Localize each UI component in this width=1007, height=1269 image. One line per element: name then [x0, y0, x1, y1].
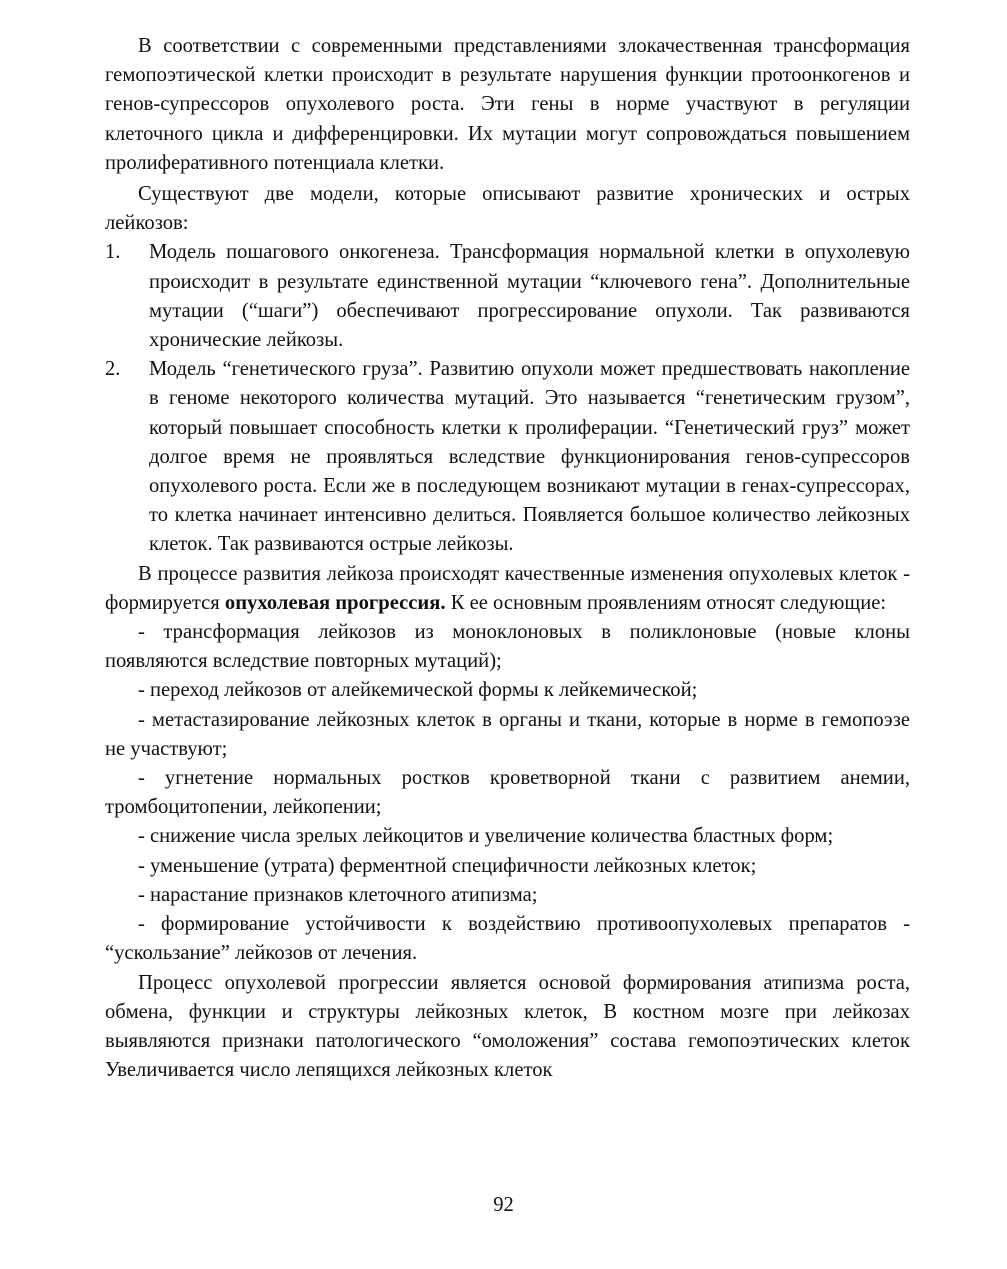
list-item-number: 2. [105, 358, 121, 381]
paragraph-text: В процессе развития лейкоза происходят качественные изменения опухолевых клеток - формируется [105, 562, 910, 614]
paragraph-text: К ее основным проявлениям относят следующие: [445, 591, 887, 614]
list-item-text: Модель “генетического груза”. Развитию опухоли может предшествовать накопление в геноме некоторого количества мутаций. Это называется “генетическим грузом”, который повышает способность клетки к пролиферации. “Генетический груз” может долгое время не проявляться вследствие функционирования генов-супрессоров опухолевого роста. Если же в последующем возникают мутации в генах-супрессорах, то клетка начинает интенсивно делиться. Появляется большое количество лейкозных клеток. Так развиваются острые лейкозы. [149, 358, 910, 556]
list-item: - трансформация лейкозов из моноклоновых в поликлоновые (новые клоны появляются вследствие повторных мутаций); [105, 621, 910, 673]
paragraph-tumor-progression [105, 560, 910, 618]
list-item: - снижение числа зрелых лейкоцитов и увеличение количества бластных форм; [138, 825, 834, 848]
paragraph-atypism: Процесс опухолевой прогрессии является основой формирования атипизма роста, обмена, функции и структуры лейкозных клеток, В костном мозге при лейкозах выявляются признаки патологического “омоложения” состава гемопоэтических клеток Увеличивается число лепящихся лейкозных клеток [105, 971, 910, 1082]
list-item: - метастазирование лейкозных клеток в органы и ткани, которые в норме в гемопоэзе не участвуют; [105, 708, 910, 760]
list-item: - уменьшение (утрата) ферментной специфичности лейкозных клеток; [138, 854, 757, 877]
document-body [105, 32, 910, 1085]
manifestations-list [105, 618, 910, 968]
list-item-text: Модель пошагового онкогенеза. Трансформация нормальной клетки в опухолевую происходит в результате единственной мутации “ключевого гена”. Дополнительные мутации (“шаги”) обеспечивают прогрессирование опухоли. Так развиваются хронические лейкозы. [149, 241, 910, 352]
list-item [105, 355, 910, 559]
list-item: - угнетение нормальных ростков кроветворной ткани с развитием анемии, тромбоцитопении, лейкопении; [105, 767, 910, 819]
page-number: 92 [493, 1194, 514, 1216]
list-item: - нарастание признаков клеточного атипизма; [138, 883, 538, 906]
list-item-number: 1. [105, 241, 121, 264]
list-item: - формирование устойчивости к воздействию противоопухолевых препаратов - “ускользание” лейкозов от лечения. [105, 913, 910, 965]
models-list [105, 238, 910, 559]
paragraph-malignant-transformation: В соответствии с современными представлениями злокачественная трансформация гемопоэтической клетки происходит в результате нарушения функции протоонкогенов и генов-супрессоров опухолевого роста. Эти гены в норме участвуют в регуляции клеточного цикла и дифференцировки. Их мутации могут сопровождаться повышением пролиферативного потенциала клетки. [105, 35, 910, 174]
list-item [105, 238, 910, 355]
paragraph-two-models-intro: Существуют две модели, которые описывают развитие хронических и острых лейкозов: [105, 183, 910, 235]
bold-term: опухолевая прогрессия. [224, 591, 446, 614]
list-item: - переход лейкозов от алейкемической формы к лейкемической; [138, 679, 698, 702]
